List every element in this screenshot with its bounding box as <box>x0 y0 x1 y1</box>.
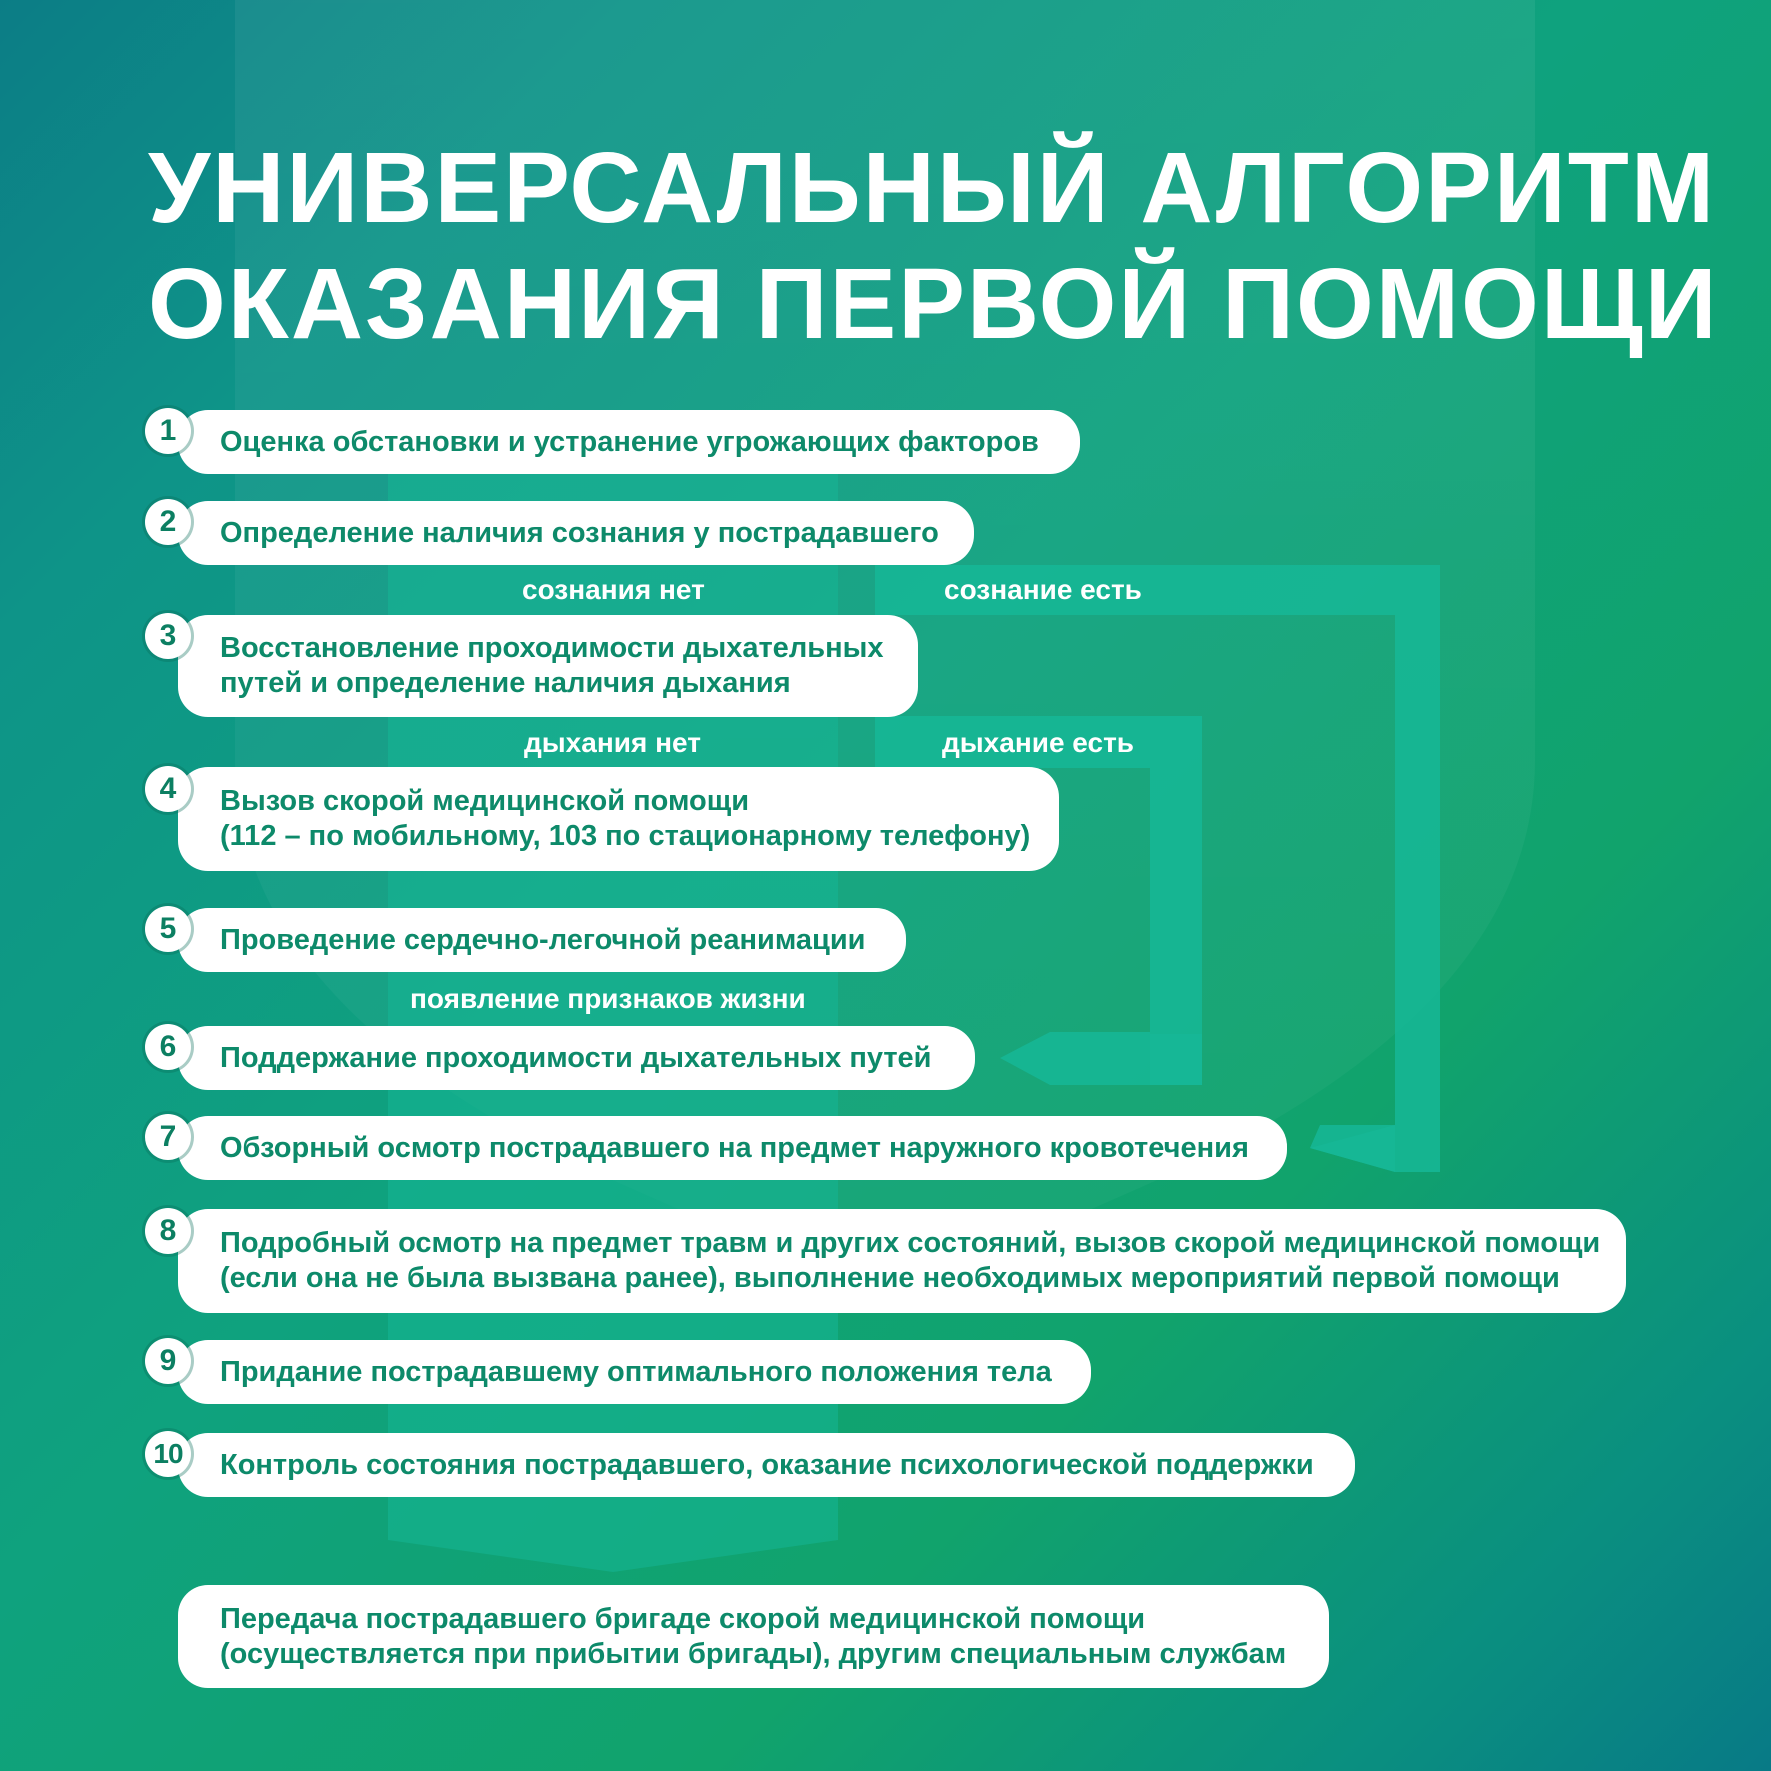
title-line-2: ОКАЗАНИЯ ПЕРВОЙ ПОМОЩИ <box>148 248 1719 360</box>
step-9-box <box>178 1340 1091 1404</box>
step-5-text: Проведение сердечно-легочной реанимации <box>220 923 866 956</box>
step-9-number: 9 <box>145 1338 191 1384</box>
step-6-box <box>178 1026 975 1090</box>
step-8-box <box>178 1209 1626 1313</box>
step-8-number: 8 <box>145 1208 191 1254</box>
step-4-text-line-2: (112 – по мобильному, 103 по стационарному телефону) <box>220 820 1031 852</box>
step-2-box <box>178 501 974 565</box>
step-4-text-line-1: Вызов скорой медицинской помощи <box>220 785 750 817</box>
step-9-text: Придание пострадавшему оптимального положения тела <box>220 1355 1052 1388</box>
step-6-text: Поддержание проходимости дыхательных путей <box>220 1041 932 1074</box>
step-4-box <box>178 767 1059 871</box>
page-title <box>148 130 1719 362</box>
branch-label-no-consciousness: сознания нет <box>522 574 705 605</box>
final-step-text-line-1: Передача пострадавшего бригаде скорой медицинской помощи <box>220 1602 1146 1635</box>
branch-label-signs-of-life: появление признаков жизни <box>410 983 806 1014</box>
step-2-text: Определение наличия сознания у пострадавшего <box>220 516 939 549</box>
title-line-1: УНИВЕРСАЛЬНЫЙ АЛГОРИТМ <box>148 132 1717 244</box>
step-7-number: 7 <box>145 1114 191 1160</box>
branch-label-breathing: дыхание есть <box>942 727 1135 758</box>
step-5-box <box>178 908 906 972</box>
step-3-text-line-2: путей и определение наличия дыхания <box>220 667 791 699</box>
final-step-text-line-2: (осуществляется при прибытии бригады), другим специальным службам <box>220 1637 1287 1670</box>
step-1-number: 1 <box>145 408 191 454</box>
final-step-box <box>178 1585 1329 1688</box>
step-7-box <box>178 1116 1287 1180</box>
step-7-text: Обзорный осмотр пострадавшего на предмет наружного кровотечения <box>220 1131 1249 1164</box>
step-1-box <box>178 410 1080 474</box>
step-10-text: Контроль состояния пострадавшего, оказание психологической поддержки <box>220 1448 1314 1481</box>
branch-label-no-breathing: дыхания нет <box>524 727 701 758</box>
step-2-number: 2 <box>145 499 191 545</box>
step-10-number: 10 <box>145 1431 191 1477</box>
step-5-number: 5 <box>145 906 191 952</box>
step-8-text-line-2: (если она не была вызвана ранее), выполнение необходимых мероприятий первой помощи <box>220 1262 1560 1294</box>
step-1-text: Оценка обстановки и устранение угрожающих факторов <box>220 425 1039 458</box>
step-3-text-line-1: Восстановление проходимости дыхательных <box>220 632 884 664</box>
branch-label-consciousness: сознание есть <box>944 574 1142 605</box>
step-3-box <box>178 615 918 717</box>
step-6-number: 6 <box>145 1024 191 1070</box>
step-10-box <box>178 1433 1355 1497</box>
step-8-text-line-1: Подробный осмотр на предмет травм и других состояний, вызов скорой медицинской помощи <box>220 1227 1601 1259</box>
step-4-number: 4 <box>145 766 191 812</box>
step-3-number: 3 <box>145 613 191 659</box>
